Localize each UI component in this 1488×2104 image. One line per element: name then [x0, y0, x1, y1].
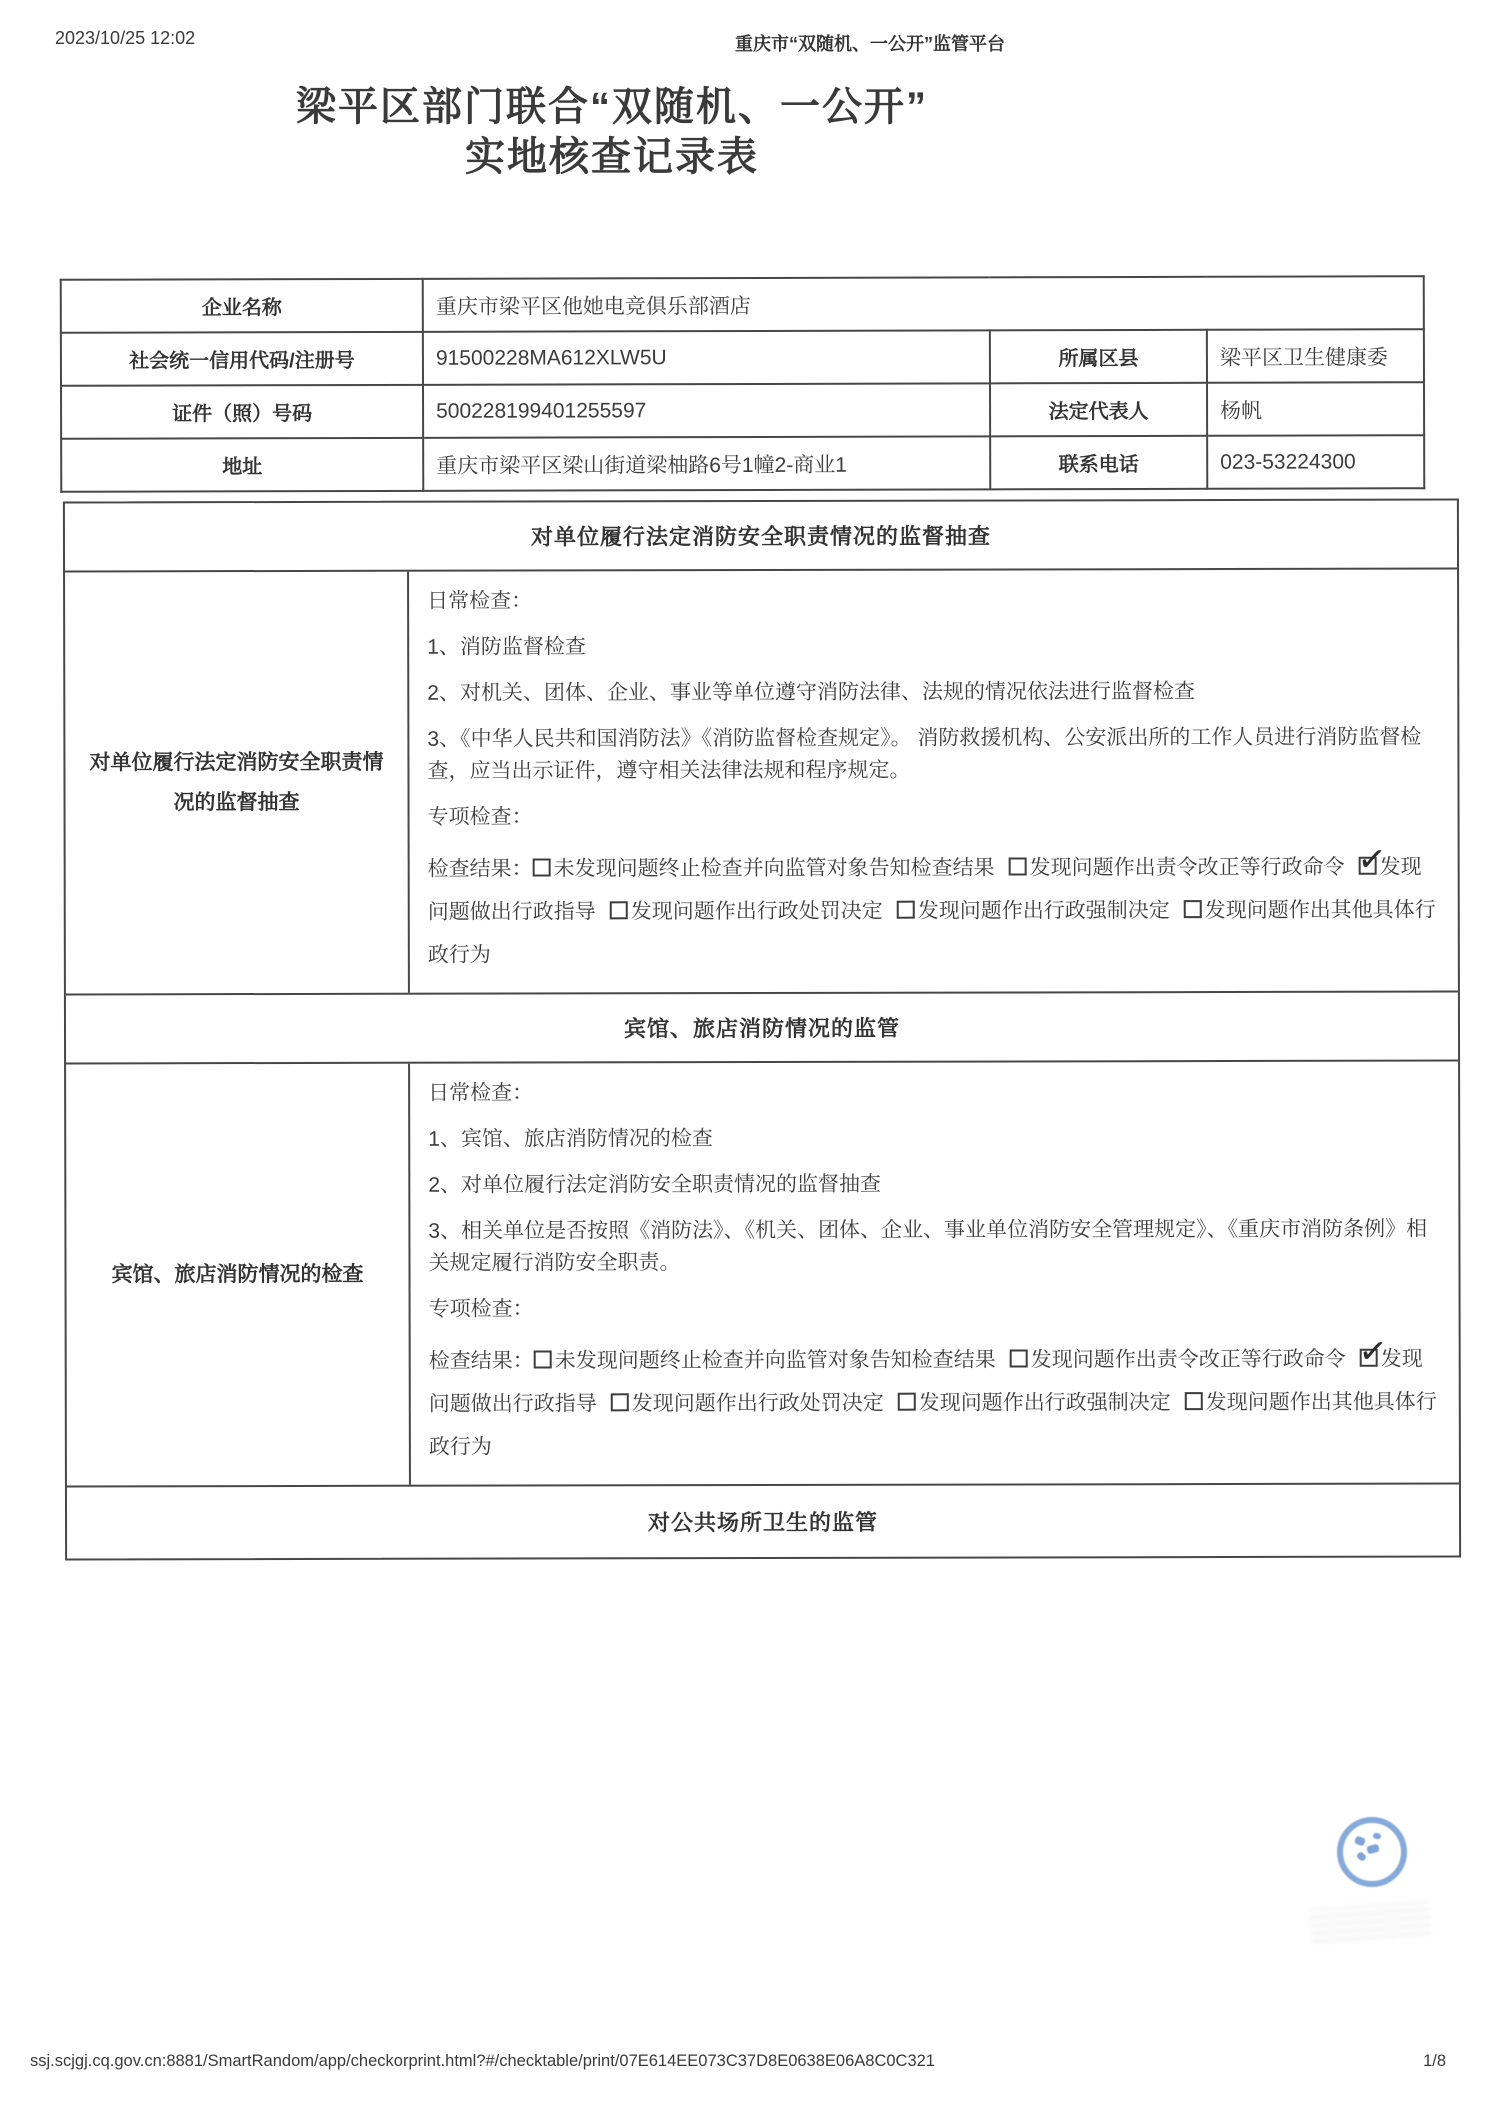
content-line: 日常检查：	[428, 1081, 534, 1105]
content-line: 2、对单位履行法定消防安全职责情况的监督抽查	[428, 1172, 882, 1197]
content-line: 专项检查：	[427, 805, 533, 829]
address-value: 重庆市梁平区梁山街道梁柚路6号1幢2-商业1	[423, 436, 990, 490]
page-number: 1/8	[1423, 2052, 1446, 2070]
checkbox-icon	[1010, 1349, 1028, 1367]
district-value: 梁平区卫生健康委	[1207, 329, 1424, 383]
checkbox-checked-icon	[1359, 857, 1377, 875]
inspection-sections-table	[63, 499, 1461, 1561]
section-2-row-label: 宾馆、旅店消防情况的检查	[66, 1064, 411, 1486]
checkbox-icon	[610, 901, 628, 919]
section-2-row	[66, 1062, 1459, 1488]
result-option: ✓ 发现问题做出行政指导	[428, 856, 1422, 924]
company-info-table	[60, 275, 1426, 493]
result-option: ✓ 发现问题做出行政指导	[429, 1348, 1423, 1416]
checkbox-icon	[611, 1393, 629, 1411]
platform-name: 重庆市“双随机、一公开”监管平台	[735, 34, 1005, 54]
document-title-line2: 实地核查记录表	[465, 135, 759, 179]
check-result-prefix: 检查结果：	[427, 857, 533, 881]
phone-label: 联系电话	[990, 436, 1207, 490]
company-name-label: 企业名称	[61, 279, 423, 333]
checkbox-checked-icon	[1360, 1349, 1378, 1367]
company-name-value: 重庆市梁平区他她电竞俱乐部酒店	[423, 276, 1424, 332]
section-2-content	[410, 1062, 1459, 1485]
result-option: 发现问题作出行政强制决定	[897, 899, 1170, 923]
legal-rep-value: 杨帆	[1207, 382, 1424, 436]
result-option: 发现问题作出行政处罚决定	[610, 900, 883, 924]
check-result-prefix: 检查结果：	[428, 1349, 534, 1373]
section-1-row	[65, 570, 1458, 996]
credit-code-value: 91500228MA612XLW5U	[423, 330, 990, 384]
section-1-content	[409, 570, 1458, 993]
content-line: 3、相关单位是否按照《消防法》、《机关、团体、企业、事业单位消防安全管理规定》、《重庆市消防条例》相关规定履行消防安全职责。	[428, 1217, 1428, 1275]
checkbox-icon	[898, 1393, 916, 1411]
content-line: 1、消防监督检查	[427, 635, 586, 659]
result-option: 发现问题作出行政处罚决定	[611, 1392, 884, 1416]
result-option: 发现问题作出其他具体行政行为	[428, 1390, 1437, 1459]
checkbox-icon	[534, 1350, 552, 1368]
table-row	[61, 329, 1424, 386]
legal-rep-label: 法定代表人	[990, 383, 1207, 437]
district-label: 所属区县	[990, 330, 1207, 384]
content-line: 2、对机关、团体、企业、事业等单位遵守消防法律、法规的情况依法进行监督检查	[427, 680, 1196, 705]
section-3-header: 对公共场所卫生的监管	[647, 1509, 879, 1536]
blue-stamp-icon	[1337, 1817, 1407, 1887]
result-option: 发现问题作出责令改正等行政命令	[1009, 856, 1345, 880]
result-option: 发现问题作出责令改正等行政命令	[1010, 1348, 1346, 1372]
check-result-line	[429, 1338, 1437, 1469]
credit-code-label: 社会统一信用代码/注册号	[61, 332, 423, 386]
result-option: 发现问题作出行政强制决定	[898, 1391, 1171, 1415]
section-1-header: 对单位履行法定消防安全职责情况的监督抽查	[65, 501, 1457, 573]
content-line: 专项检查：	[428, 1297, 534, 1321]
result-option: 未发现问题终止检查并向监管对象告知检查结果	[533, 857, 995, 881]
section-1-row-label: 对单位履行法定消防安全职责情况的监督抽查	[65, 572, 410, 994]
document-title	[296, 82, 928, 182]
document-title-line1: 梁平区部门联合“双随机、一公开”	[296, 85, 928, 129]
section-2-header: 宾馆、旅店消防情况的监管	[66, 993, 1458, 1065]
table-row	[61, 276, 1424, 333]
check-result-line	[428, 846, 1436, 977]
footer-url: ssj.scjgj.cq.gov.cn:8881/SmartRandom/app/checkorprint.html?#/checktable/print/07E614EE073C37D8E0638E06A8C0C321	[30, 2052, 935, 2070]
checkbox-icon	[1184, 900, 1202, 918]
scan-smudge	[1309, 1901, 1431, 1943]
table-row	[61, 435, 1424, 492]
checkbox-icon	[897, 901, 915, 919]
result-option: 发现问题作出其他具体行政行为	[427, 898, 1436, 967]
checkbox-icon	[533, 858, 551, 876]
checkbox-icon	[1009, 857, 1027, 875]
result-option: 未发现问题终止检查并向监管对象告知检查结果	[534, 1349, 996, 1373]
cert-number-value: 500228199401255597	[423, 383, 990, 437]
content-line: 1、宾馆、旅店消防情况的检查	[428, 1127, 713, 1151]
table-row	[61, 382, 1424, 439]
print-datetime: 2023/10/25 12:02	[55, 28, 196, 48]
address-label: 地址	[61, 438, 423, 492]
cert-number-label: 证件（照）号码	[61, 385, 423, 439]
content-line: 3、《中华人民共和国消防法》《消防监督检查规定》。 消防救援机构、公安派出所的工作人员进行消防监督检查，应当出示证件，遵守相关法律法规和程序规定。	[427, 725, 1422, 783]
content-line: 日常检查：	[427, 589, 533, 613]
checkbox-icon	[1185, 1392, 1203, 1410]
phone-value: 023-53224300	[1207, 435, 1424, 489]
